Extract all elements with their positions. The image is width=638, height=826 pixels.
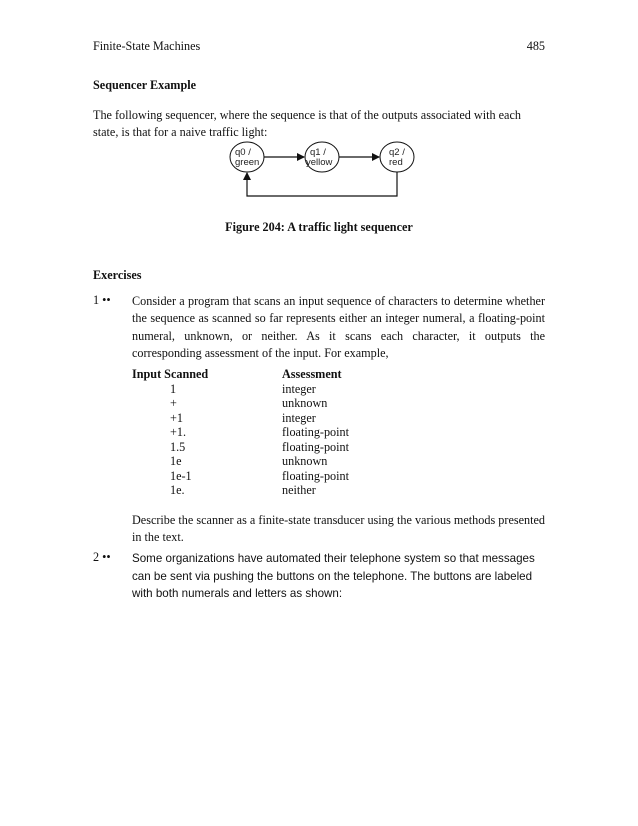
table-row — [132, 425, 432, 440]
state-q1-label-1: q1 / — [310, 147, 326, 158]
table-header-input: Input Scanned — [132, 367, 209, 381]
table-cell-assessment: integer — [282, 410, 316, 425]
table-row — [132, 396, 432, 411]
exercise-2-text: Some organizations have automated their telephone system so that messages can be sent via pushing the buttons on the telephone. The buttons are labeled with both numerals and letters as shown: — [132, 552, 535, 600]
table-cell-assessment: unknown — [282, 454, 328, 468]
table-row — [132, 382, 432, 397]
table-cell-assessment: integer — [282, 381, 316, 396]
table-row — [132, 411, 432, 426]
table-cell-assessment: floating-point — [282, 425, 350, 439]
table-row — [132, 483, 432, 498]
state-q2-label-1: q2 / — [389, 147, 405, 158]
state-q0-label-1: q0 / — [235, 147, 251, 158]
state-q0-label-2: green — [235, 157, 260, 168]
table-row — [132, 440, 432, 455]
table-cell-input: 1e — [170, 454, 182, 468]
table-cell-input: 1e. — [170, 483, 185, 497]
state-q2-label-2: red — [389, 157, 403, 168]
table-cell-input: 1 — [170, 381, 177, 396]
state-q1-label-2: yellow — [306, 157, 333, 168]
running-header-title: Finite-State Machines — [93, 39, 201, 53]
page-number: 485 — [526, 39, 545, 53]
arrow-q2-q0 — [247, 172, 397, 196]
table-cell-input: 1e-1 — [170, 468, 192, 483]
table-cell-assessment: unknown — [282, 396, 328, 410]
table-cell-assessment: floating-point — [282, 468, 350, 483]
table-cell-input: +1. — [170, 425, 187, 439]
state-node-q1 — [305, 142, 339, 172]
figure-caption: Figure 204: A traffic light sequencer — [225, 220, 413, 234]
table-cell-assessment: neither — [282, 483, 316, 497]
intro-paragraph: The following sequencer, where the sequence is that of the outputs associated with each state, is that for a naive traffic light: — [93, 108, 521, 139]
table-row — [132, 454, 432, 469]
table-cell-input: + — [170, 396, 177, 410]
section-heading-sequencer: Sequencer Example — [93, 78, 197, 92]
state-node-q2 — [380, 142, 414, 172]
exercise-2-number: 2 •• — [93, 550, 111, 564]
table-row — [132, 469, 432, 484]
table-header-assessment: Assessment — [282, 367, 342, 381]
state-node-q0 — [230, 142, 264, 172]
table-cell-input: 1.5 — [170, 439, 186, 454]
traffic-light-diagram — [0, 140, 638, 215]
table-cell-assessment: floating-point — [282, 439, 350, 454]
exercise-1-text: Consider a program that scans an input sequence of characters to determine whether the sequence as scanned so far represents either an integer numeral, a floating-point numeral, unknown, or neither. As it scans each character, it outputs the corresponding assessment of the input. For example, — [132, 294, 545, 360]
exercise-1-followup: Describe the scanner as a finite-state transducer using the various methods presented in the text. — [132, 513, 545, 545]
table-cell-input: +1 — [170, 410, 183, 425]
section-heading-exercises: Exercises — [93, 268, 142, 282]
exercise-1-number: 1 •• — [93, 293, 111, 307]
